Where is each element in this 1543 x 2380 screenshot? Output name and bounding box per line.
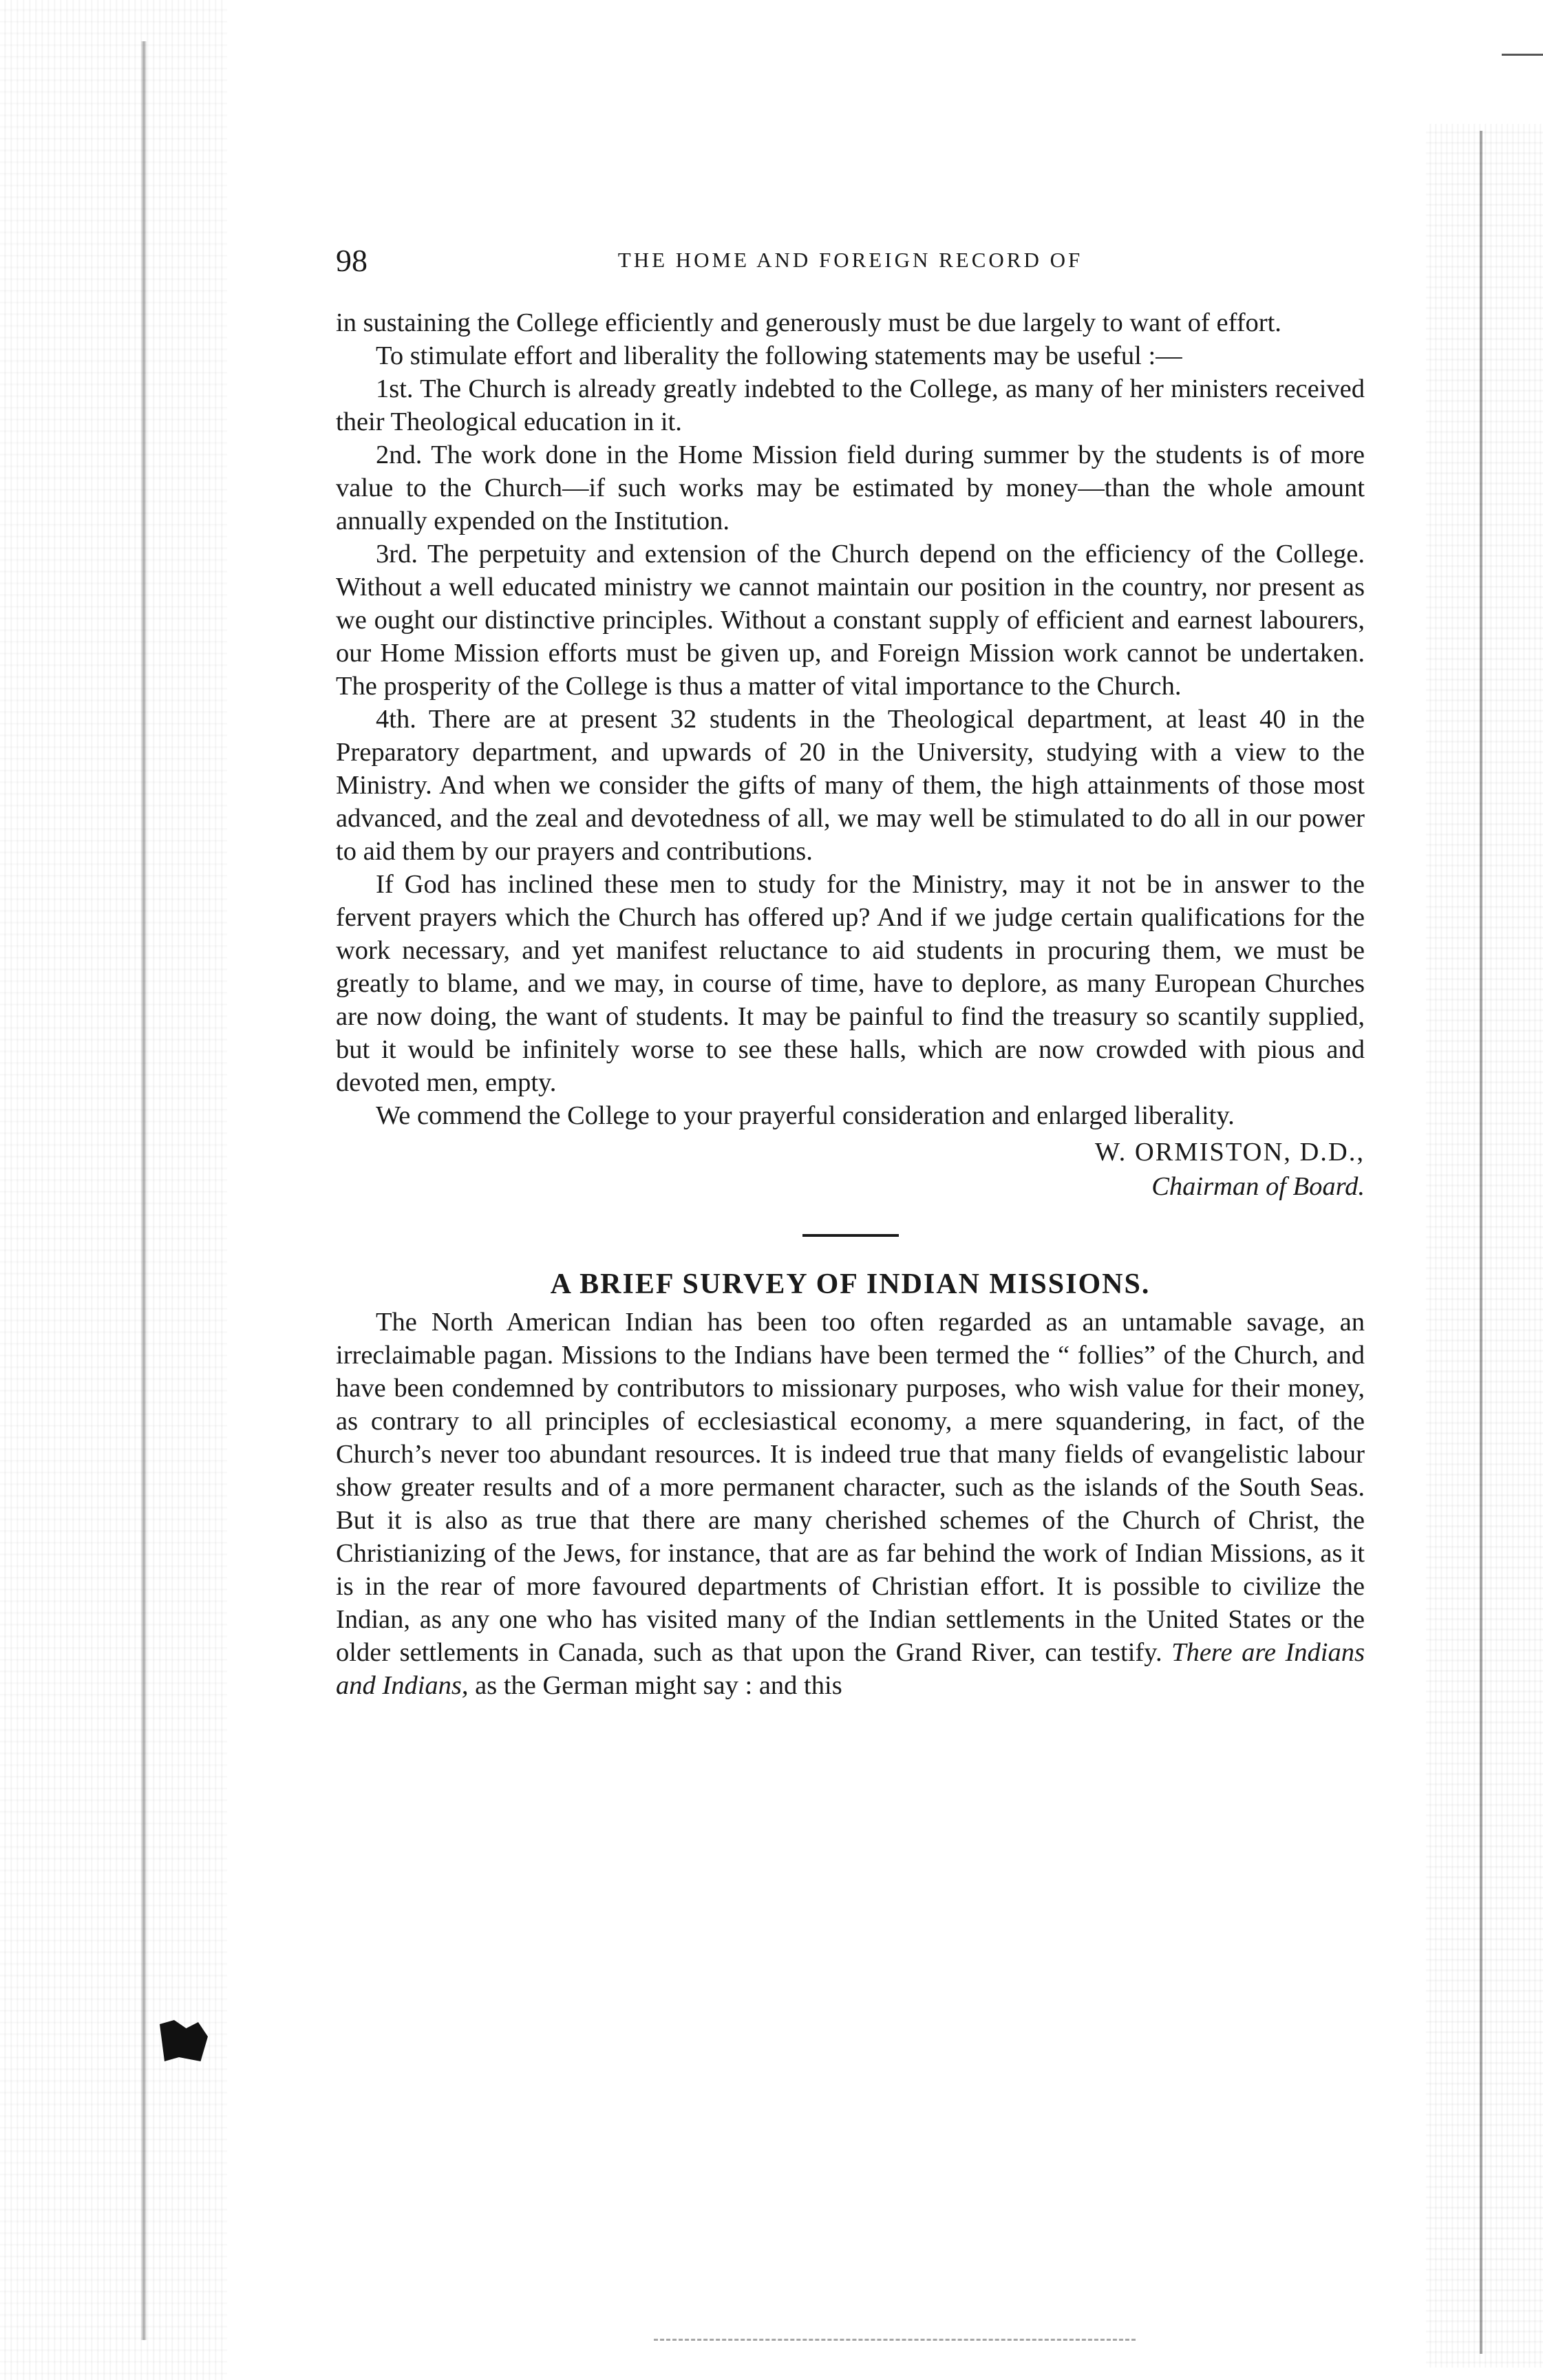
paragraph: 4th. There are at present 32 students in the Theological department, at least 40 in the Preparatory department, and upwards of 20 in the University, studying with a view to the Ministry. And when we consider the gifts of many of them, the high attainments of those most advanced, and the zeal and devotedness of all, we may well be stimulated to do all in our power to aid them by our prayers and contributions. [336,705,1365,866]
signature-name: W. ORMISTON, D.D., [1094,1138,1365,1167]
section-title: A BRIEF SURVEY OF INDIAN MISSIONS. [550,1268,1151,1300]
paragraph: in sustaining the College efficiently and generously must be due largely to want of effort. [336,308,1281,337]
paragraph: If God has inclined these men to study for the Ministry, may it not be in answer to the fervent prayers which the Church has offered up? And if we judge certain qualifications for the work necessary, and yet manifest reluctance to aid students in procuring them, we must be greatly to blame, and we may, in course of time, have to deplore, as many European Churches are now doing, the want of students. It may be painful to find the treasury so scantily supplied, but it would be infinitely worse to see these halls, which are now crowded with pious and devoted men, empty. [336,870,1365,1097]
signature-block [336,1135,1365,1204]
scan-edge-right [1426,124,1543,2368]
section-divider [802,1234,899,1237]
italic-phrase: There are Indians and Indians, [336,1638,1365,1700]
college-article [336,306,1365,1204]
survey-article [336,1266,1365,1702]
right-edge-rule [1480,131,1482,2354]
binding-spine [141,41,147,2340]
bottom-rule [654,2339,1136,2341]
text-column [336,306,1365,1702]
paragraph: We commend the College to your prayerful consideration and enlarged liberality. [376,1101,1235,1130]
paragraph: 3rd. The perpetuity and extension of the Church depend on the efficiency of the College. Without a well educated ministry we cannot maintain our position in the country, nor present as we ought our distinctive principles. Without a constant supply of efficient and earnest labourers, our Home Mission efforts must be given up, and Foreign Mission work cannot be undertaken. The prosperity of the College is thus a matter of vital importance to the Church. [336,540,1365,701]
paragraph [336,1306,1365,1702]
page-header [336,242,1365,284]
paragraph-text: as the German might say : and this [468,1671,842,1700]
running-head: THE HOME AND FOREIGN RECORD OF [617,248,1083,272]
paragraph: 1st. The Church is already greatly indebted to the College, as many of her ministers received their Theological education in it. [336,374,1365,436]
paragraph: 2nd. The work done in the Home Mission field during summer by the students is of more value to the Church—if such works may be estimated by money—than the whole amount annually expended on the Institution. [336,440,1365,535]
scan-edge-left [0,0,227,2380]
paragraph: To stimulate effort and liberality the following statements may be useful :— [376,341,1182,370]
page-number: 98 [336,243,368,278]
corner-mark [1502,54,1543,56]
paragraph-text: The North American Indian has been too often regarded as an untamable savage, an irreclaimable pagan. Missions to the Indians have been termed the “ follies” of the Church, and have been condemned by contributors to missionary purposes, who wish value for their money, as contrary to all principles of ecclesiastical economy, a mere squandering, in fact, of the Church’s never too abundant resources. It is indeed true that many fields of evangelistic labour show greater results and of a more permanent character, such as the islands of the South Seas. But it is also as true that there are many cherished schemes of the Church of Christ, the Christianizing of the Jews, for instance, that are as far behind the work of Indian Missions, as it is in the rear of more favoured departments of Christian effort. It is possible to civilize the Indian, as any one who has visited many of the Indian settlements in the United States or the older settlements in Canada, such as that upon the Grand River, can testify. [336,1308,1365,1667]
signature-title: Chairman of Board. [1151,1172,1365,1201]
